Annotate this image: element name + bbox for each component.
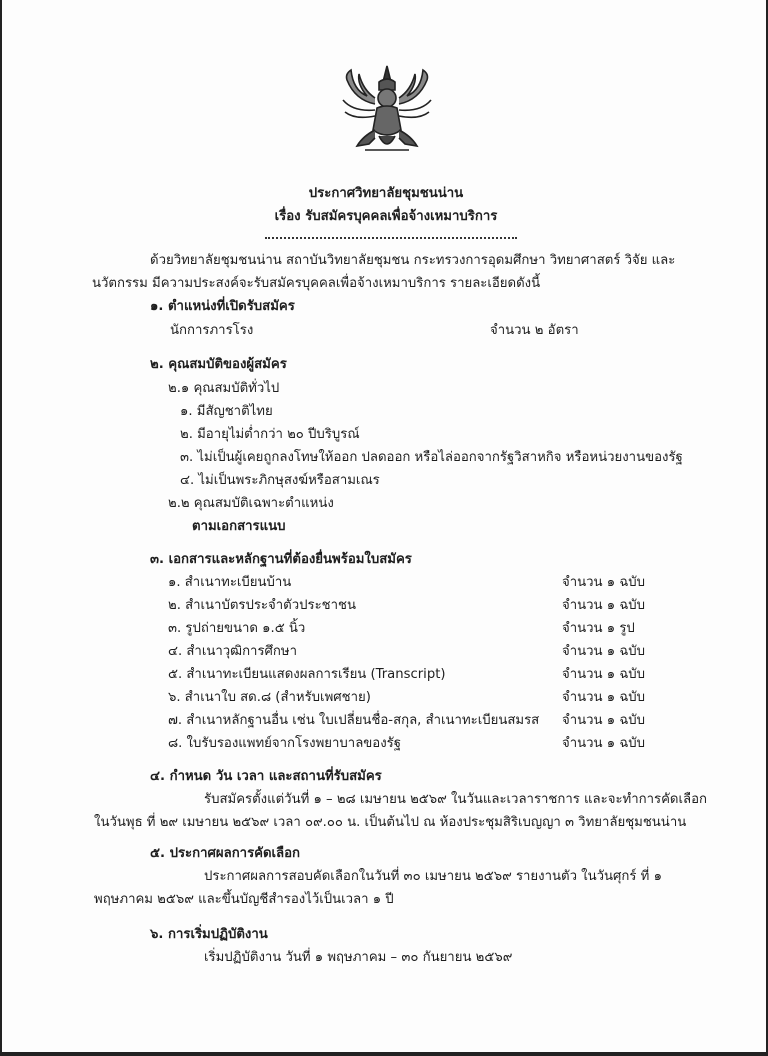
document-item-label: ๒. สำเนาบัตรประจำตัวประชาชน <box>168 598 356 613</box>
specific-qualifications-heading: ๒.๒ คุณสมบัติเฉพาะตำแหน่ง <box>168 496 334 511</box>
document-item-qty: จำนวน ๑ ฉบับ <box>562 575 646 590</box>
document-item-label: ๓. รูปถ่ายขนาด ๑.๕ นิ้ว <box>168 621 306 636</box>
document-item-label: ๘. ใบรับรองแพทย์จากโรงพยาบาลของรัฐ <box>168 736 402 751</box>
document-item-qty: จำนวน ๑ ฉบับ <box>562 736 646 751</box>
general-qualifications-heading: ๒.๑ คุณสมบัติทั่วไป <box>168 381 280 396</box>
document-item-qty: จำนวน ๑ รูป <box>562 621 635 636</box>
document-item-qty: จำนวน ๑ ฉบับ <box>562 690 646 705</box>
intro-line-2: นวัตกรรม มีความประสงค์จะรับสมัครบุคคลเพื่อจ้างเหมาบริการ รายละเอียดดังนี้ <box>92 276 541 291</box>
document-item-qty: จำนวน ๑ ฉบับ <box>562 667 646 682</box>
document-item-label: ๔. สำเนาวุฒิการศึกษา <box>168 644 297 659</box>
section-2-heading: ๒. คุณสมบัติของผู้สมัคร <box>150 357 287 372</box>
document-item-label: ๗. สำเนาหลักฐานอื่น เช่น ใบเปลี่ยนชื่อ-สกุล, สำเนาทะเบียนสมรส <box>168 713 540 728</box>
position-quantity: จำนวน ๒ อัตรา <box>490 323 579 338</box>
document-item-label: ๑. สำเนาทะเบียนบ้าน <box>168 575 292 590</box>
document-item-label: ๕. สำเนาทะเบียนแสดงผลการเรียน (Transcript) <box>168 667 446 682</box>
results-line-1: ประกาศผลการสอบคัดเลือกในวันที่ ๓๐ เมษายน ๒๕๖๙ รายงานตัว ในวันศุกร์ ที่ ๑ <box>204 869 662 884</box>
application-period-line-2: ในวันพุธ ที่ ๒๙ เมษายน ๒๕๖๙ เวลา ๐๙.๐๐ น. เป็นต้นไป ณ ห้องประชุมสิริเบญญา ๓ วิทยาลัยชุมชนน่าน <box>94 815 687 830</box>
document-item-qty: จำนวน ๑ ฉบับ <box>562 598 646 613</box>
announcement-subject: เรื่อง รับสมัครบุคคลเพื่อจ้างเหมาบริการ <box>274 209 498 224</box>
general-qualification-item: ๓. ไม่เป็นผู้เคยถูกลงโทษให้ออก ปลดออก หรือไล่ออกจากรัฐวิสาหกิจ หรือหน่วยงานของรัฐ <box>180 450 683 465</box>
general-qualification-item: ๒. มีอายุไม่ต่ำกว่า ๒๐ ปีบริบูรณ์ <box>180 427 360 442</box>
general-qualification-item: ๔. ไม่เป็นพระภิกษุสงฆ์หรือสามเณร <box>180 473 380 488</box>
section-3-heading: ๓. เอกสารและหลักฐานที่ต้องยื่นพร้อมใบสมัคร <box>150 552 412 567</box>
results-line-2: พฤษภาคม ๒๕๖๙ และขึ้นบัญชีสำรองไว้เป็นเวลา ๑ ปี <box>94 892 394 907</box>
announcement-title: ประกาศวิทยาลัยชุมชนน่าน <box>308 186 464 201</box>
document-item-qty: จำนวน ๑ ฉบับ <box>562 644 646 659</box>
section-4-heading: ๔. กำหนด วัน เวลา และสถานที่รับสมัคร <box>150 769 382 784</box>
section-5-heading: ๕. ประกาศผลการคัดเลือก <box>150 846 301 861</box>
section-1-heading: ๑. ตำแหน่งที่เปิดรับสมัคร <box>150 299 295 314</box>
intro-line-1: ด้วยวิทยาลัยชุมชนน่าน สถาบันวิทยาลัยชุมชน กระทรวงการอุดมศึกษา วิทยาศาสตร์ วิจัย และ <box>150 253 676 268</box>
section-6-heading: ๖. การเริ่มปฏิบัติงาน <box>150 927 268 942</box>
position-name: นักการภารโรง <box>170 323 254 338</box>
divider-dots <box>265 237 517 239</box>
general-qualification-item: ๑. มีสัญชาติไทย <box>180 404 273 419</box>
document-item-label: ๖. สำเนาใบ สด.๘ (สำหรับเพศชาย) <box>168 690 371 705</box>
document-item-qty: จำนวน ๑ ฉบับ <box>562 713 646 728</box>
application-period-line-1: รับสมัครตั้งแต่วันที่ ๑ – ๒๘ เมษายน ๒๕๖๙ ในวันและเวลาราชการ และจะทำการคัดเลือก <box>204 792 707 807</box>
garuda-emblem-icon <box>335 60 439 162</box>
start-work-line: เริ่มปฏิบัติงาน วันที่ ๑ พฤษภาคม – ๓๐ กันยายน ๒๕๖๙ <box>204 950 513 965</box>
specific-qualifications-note: ตามเอกสารแนบ <box>192 519 286 534</box>
